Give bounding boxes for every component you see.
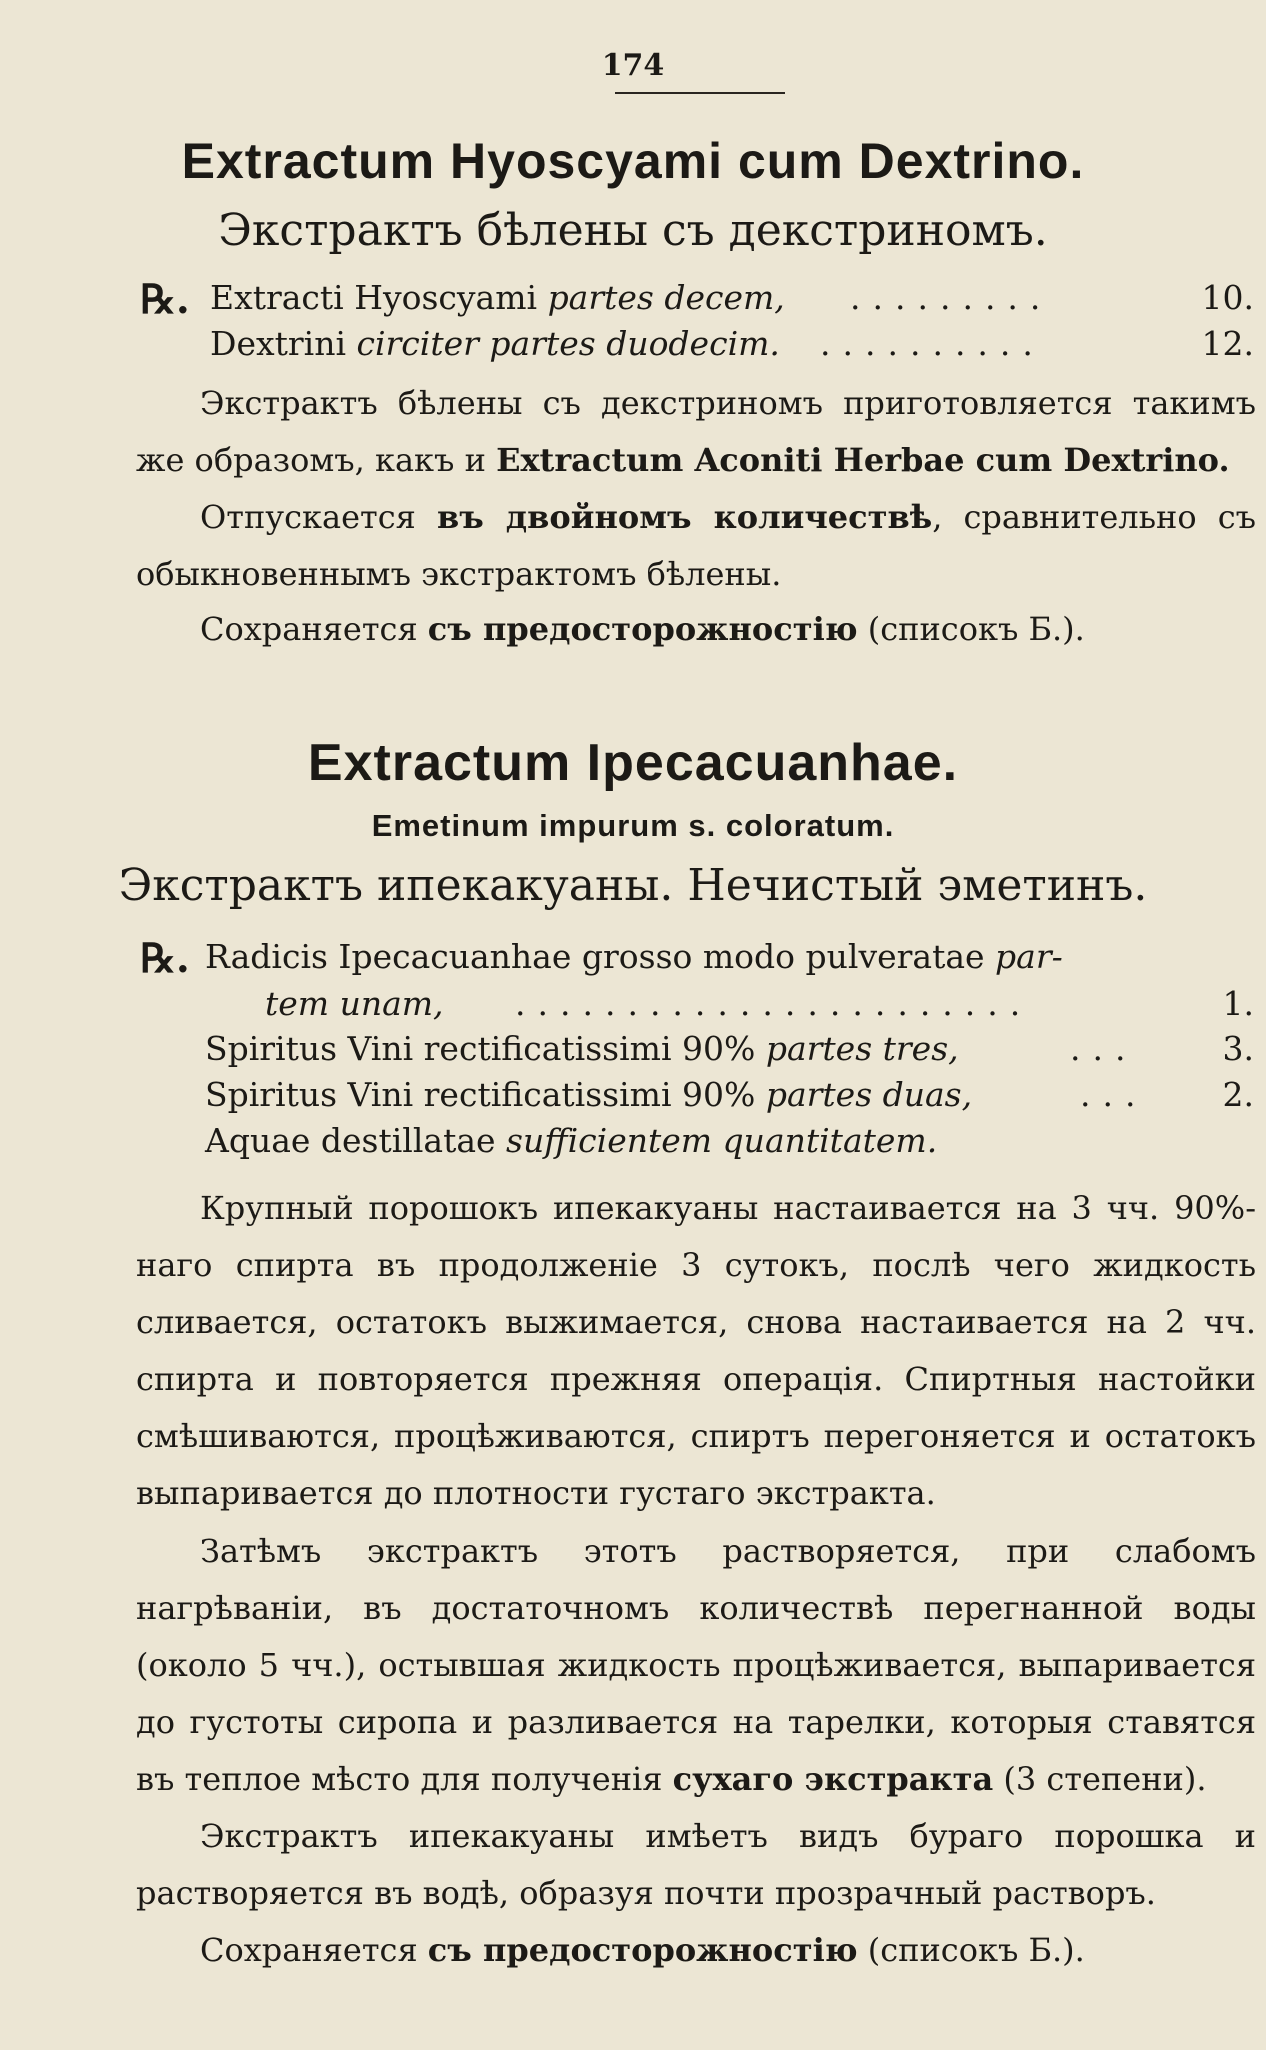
s1-ing2-qty: 12. xyxy=(1201,324,1254,363)
section1-title: Extractum Hyoscyami cum Dextrino. xyxy=(181,133,1085,189)
section2-title: Extractum Ipecacuanhae. xyxy=(307,734,959,792)
s1-paragraph-3 xyxy=(136,601,1256,658)
s2-ing2-qty: 3. xyxy=(1222,1029,1254,1068)
s2-p4-tail: (списокъ Б.). xyxy=(857,1931,1085,1969)
s1-ing1-leader: ......... xyxy=(850,278,1053,317)
s2-ing1-qty: 1. xyxy=(1222,984,1254,1023)
s1-p1-text: Экстрактъ бѣлены съ декстриномъ приготовляется такимъ же образомъ, какъ и xyxy=(136,384,1256,479)
s1-ing1-name: Extracti Hyoscyami xyxy=(210,278,548,317)
s2-ingredient-2 xyxy=(205,1029,959,1068)
s2-paragraph-1 xyxy=(136,1180,1256,1522)
s2-ing2-leader: ... xyxy=(1070,1029,1138,1068)
s1-p3-bold: съ предосторожностію xyxy=(427,610,858,648)
s2-ing4-amount: sufficientem quantitatem. xyxy=(506,1121,938,1160)
s1-ingredient-2 xyxy=(210,324,780,363)
s1-ing2-amount: circiter partes duodecim. xyxy=(356,324,780,363)
s2-ing3-amount: partes duas, xyxy=(765,1075,973,1114)
page-number: 174 xyxy=(601,48,665,83)
s1-ing2-leader: .......... xyxy=(820,324,1045,363)
s2-paragraph-2 xyxy=(136,1523,1256,1808)
section2-title-ru: Экстрактъ ипекакуаны. Нечистый эметинъ. xyxy=(118,860,1148,911)
s2-ing3-name: Spiritus Vini rectificatissimi 90% xyxy=(205,1075,766,1114)
s1-p2-text: Отпускается xyxy=(200,498,437,536)
s1-p2-bold: въ двойномъ количествѣ xyxy=(436,498,933,536)
s2-ing1-leader: ....................... xyxy=(515,984,1033,1023)
section1-title-ru: Экстрактъ бѣлены съ декстриномъ. xyxy=(218,205,1048,256)
s1-ingredient-1 xyxy=(210,278,785,317)
s1-ing1-qty: 10. xyxy=(1201,278,1254,317)
s2-paragraph-4 xyxy=(136,1922,1256,1979)
s2-ing1-name: Radicis Ipecacuanhae grosso modo pulveratae xyxy=(205,937,996,976)
s2-ingredient-4 xyxy=(205,1121,937,1160)
s1-p3-tail: (списокъ Б.). xyxy=(857,610,1085,648)
s2-ing1-amount-a: par- xyxy=(995,937,1063,976)
s2-ing1-amount-b: tem unam, xyxy=(265,984,444,1023)
s1-ing2-name: Dextrini xyxy=(210,324,357,363)
s1-p3-text: Сохраняется xyxy=(200,610,428,648)
page-number-rule xyxy=(615,92,785,94)
section2-subtitle: Emetinum impurum s. coloratum. xyxy=(371,808,895,843)
s2-ingredient-1 xyxy=(205,937,1063,976)
s2-ing3-leader: ... xyxy=(1080,1075,1148,1114)
s1-paragraph-1 xyxy=(136,375,1256,489)
s1-p2-tail: , сравнительно съ обыкновеннымъ экстрактомъ бѣлены. xyxy=(136,498,1257,593)
s2-p2-tail: (3 степени). xyxy=(993,1760,1207,1798)
s2-p2-text: Затѣмъ экстрактъ этотъ растворяется, при слабомъ нагрѣваніи, въ достаточномъ количествѣ перегнанной воды (около 5 чч.), остывшая жидкость процѣживается, выпаривается до густоты сиропа и разливается на тарелки, которыя ставятся въ теплое мѣсто для полученія xyxy=(136,1532,1256,1798)
s2-ing2-name: Spiritus Vini rectificatissimi 90% xyxy=(205,1029,766,1068)
rx-symbol-2: ℞. xyxy=(140,935,190,982)
s1-paragraph-2 xyxy=(136,489,1256,603)
s2-p4-bold: съ предосторожностію xyxy=(427,1931,858,1969)
s2-p4-text: Сохраняется xyxy=(200,1931,428,1969)
s1-p1-bold: Extractum Aconiti Herbae cum Dextrino. xyxy=(496,441,1230,479)
s2-p2-bold: сухаго экстракта xyxy=(672,1760,994,1798)
s2-ing4-name: Aquae destillatae xyxy=(205,1121,507,1160)
s2-p1-text: Крупный порошокъ ипекакуаны настаивается на 3 чч. 90%-наго спирта въ продолженіе 3 сутокъ, послѣ чего жидкость сливается, остатокъ выжимается, снова настаивается на 2 чч. спирта и повторяется прежняя операція. Спиртныя настойки смѣшиваются, процѣживаются, спиртъ перегоняется и остатокъ выпаривается до плотности густаго экстракта. xyxy=(136,1189,1256,1512)
s2-p3-text: Экстрактъ ипекакуаны имѣетъ видъ бураго порошка и растворяется въ водѣ, образуя почти прозрачный растворъ. xyxy=(136,1817,1256,1912)
s2-ing2-amount: partes tres, xyxy=(765,1029,959,1068)
s1-ing1-amount: partes decem, xyxy=(547,278,785,317)
s2-paragraph-3 xyxy=(136,1808,1256,1922)
s2-ing3-qty: 2. xyxy=(1222,1075,1254,1114)
s2-ingredient-3 xyxy=(205,1075,972,1114)
rx-symbol-1: ℞. xyxy=(140,276,190,323)
